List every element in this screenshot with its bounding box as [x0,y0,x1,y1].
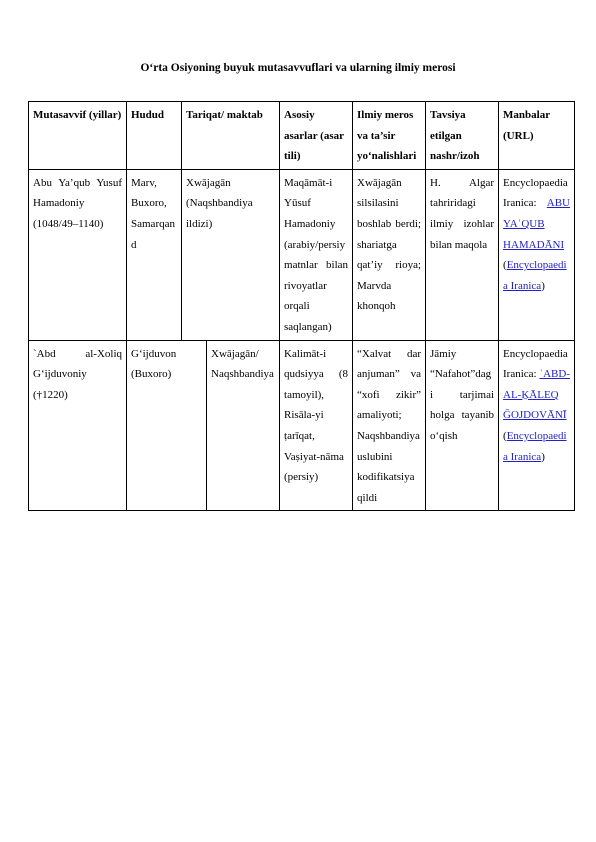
cell-hudud: Marv, Buxoro, Samarqand [127,169,182,340]
source-paren-close: ) [541,279,545,292]
page-title: O‘rta Osiyoning buyuk mutasavvuflari va ularning ilmiy merosi [140,62,456,74]
table-row [29,340,575,511]
header-asarlar: Asosiy asarlar (asar tili) [280,102,353,170]
cell-asarlar: Maqāmāt-i Yūsuf Hamadoniy (arabiy/persiy matnlar bilan rivoyatlar orqali saqlangan) [280,169,353,340]
table-header-row [29,102,575,170]
cell-tariqat: Xwājagān/ Naqshbandiya [207,340,280,511]
cell-tavsiya: H. Algar tahriridagi ilmiy izohlar bilan maqola [426,169,499,340]
sufi-table [28,101,575,511]
source-prefix: Encyclopaedia Iranica: [503,347,568,381]
header-manbalar: Manbalar (URL) [499,102,575,170]
source-prefix: Encyclopaedia Iranica: [503,176,568,210]
source-article-link[interactable]: ABU YAʿQUB HAMADĀNI [503,197,571,251]
source-site-link[interactable]: Encyclopaedia Iranica [503,429,567,463]
cell-mutasavvif: `Abd al-Xoliq G‘ijduvoniy (†1220) [29,340,127,511]
header-tariqat: Tariqat/ maktab [182,102,280,170]
header-hudud: Hudud [127,102,182,170]
header-tavsiya: Tavsiya etilgan nashr/izoh [426,102,499,170]
cell-mutasavvif: Abu Ya’qub Yusuf Hamadoniy (1048/49–1140) [29,169,127,340]
cell-tavsiya: Jāmiy “Nafahot”dagi tarjimai holga tayanib o‘qish [426,340,499,511]
table-row [29,169,575,340]
header-tasir: Ilmiy meros va ta’sir yo‘nalishlari [353,102,426,170]
source-paren-open: ( [503,259,507,272]
source-article-link[interactable]: ʿABD-AL-ḴĀLEQ ḠOJDOVĀNĪ [503,368,571,422]
cell-asarlar: Kalimāt-i qudsiyya (8 tamoyil), Risāla-yi ṭarīqat, Vaṣiyat-nāma (persiy) [280,340,353,511]
header-mutasavvif: Mutasavvif (yillar) [29,102,127,170]
cell-tasir: Xwājagān silsilasini boshlab berdi; shariatga qat’iy rioya; Marvda khonqoh [353,169,426,340]
cell-tasir: “Xalvat dar anjuman” va “xofi zikir” amaliyoti; Naqshbandiya uslubini kodifikatsiya qildi [353,340,426,511]
cell-manbalar [499,340,575,511]
cell-tariqat: Xwājagān (Naqshbandiya ildizi) [182,169,280,340]
cell-hudud: G‘ijduvon (Buxoro) [127,340,207,511]
source-paren-close: ) [541,450,545,463]
source-site-link[interactable]: Encyclopaedia Iranica [503,259,567,292]
cell-manbalar [499,169,575,340]
source-paren-open: ( [503,429,507,442]
